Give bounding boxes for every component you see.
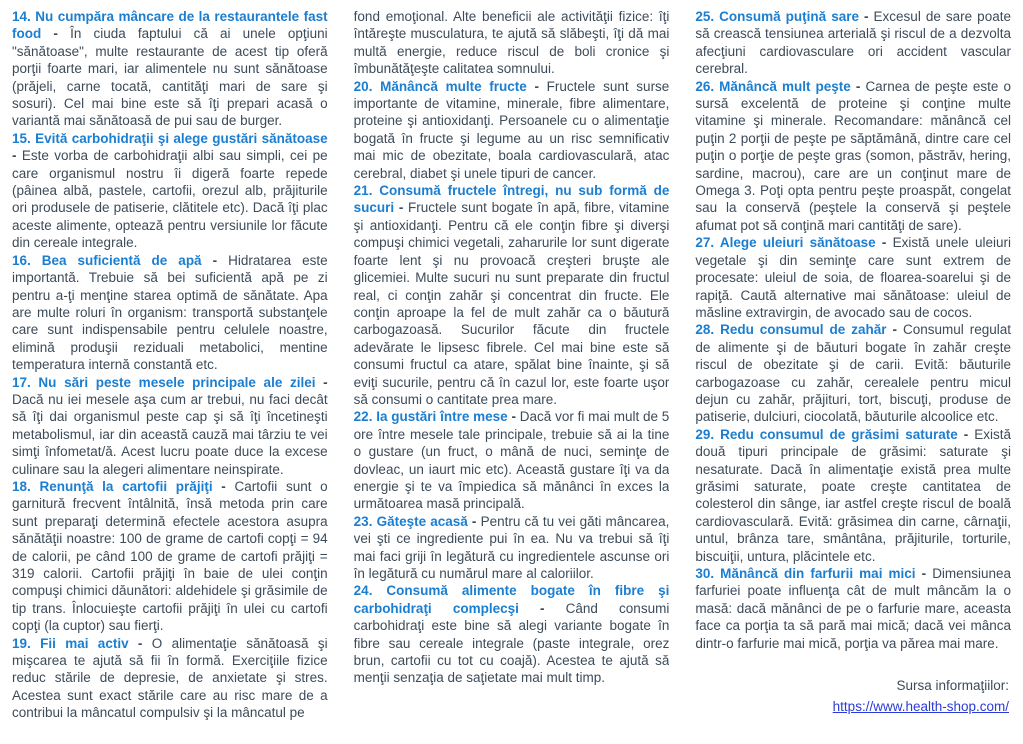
tip-18 <box>12 478 328 635</box>
tip-26-body: Carnea de peşte este o sursă excelentă de proteine şi conţine multe vitamine şi minerale. Recomandare: mănâncă cel puţin 2 porţii de peşte pe săptămână, dintre care cel puţin o porţie de peşte gras (somon, păstrăv, hering, sardine, macrou), care are un conţinut mare de Omega 3. Poţi opta pentru peşte proaspăt, congelat sau la conservă (peştele la conservă şi peştele afumat pot să conţină mari cantităţi de sare). <box>695 78 1012 233</box>
tip-30-body: Dimensiunea farfuriei poate influenţa cât de mult mâncăm la o masă: dacă mănânci de pe o farfurie mare, aceasta face ca porţia ta să pară mai mică; dacă vei mânca dintr-o farfurie mai mică, porţia va părea mai mare. <box>695 566 1012 651</box>
tip-22 <box>354 408 670 512</box>
dash-separator: - <box>534 78 539 94</box>
tip-19-body: O alimentaţie sănătoasă şi mişcarea te ajută să fii în formă. Exerciţiile fizice reduc stările de depresie, de anxietate şi stres. Acestea sunt exact stările care au risc mare de a contribui la mâncatul compulsiv şi la mâncatul pe <box>12 635 328 721</box>
tip-22-heading: 22. Ia gustări între mese <box>353 409 508 425</box>
dash-separator: - <box>540 600 545 616</box>
tip-19-heading: 19. Fii mai activ <box>12 635 129 651</box>
tip-30-heading: 30. Mănâncă din farfurii mai mici <box>695 566 916 581</box>
tip-19-continuation-body: fond emoţional. Alte beneficii ale activităţii fizice: îţi întăreşte musculatura, te ajută să slăbeşti, îţi dă mai multă energie, reduce riscul de boli cronice şi îmbunătăţeşte calitatea somnului. <box>353 9 670 77</box>
tip-17 <box>12 374 328 478</box>
tip-28-heading: 28. Redu consumul de zahăr <box>695 322 887 338</box>
tip-21 <box>354 182 670 408</box>
tip-28 <box>695 321 1011 425</box>
tip-25-heading: 25. Consumă puţină sare <box>695 9 859 24</box>
tip-26 <box>695 78 1011 235</box>
tip-17-heading: 17. Nu sări peste mesele principale ale zilei <box>12 374 316 390</box>
column-2 <box>354 8 670 734</box>
dash-separator: - <box>12 148 17 164</box>
dash-separator: - <box>221 478 226 494</box>
dash-separator: - <box>323 374 328 390</box>
tip-18-heading: 18. Renunţă la cartofii prăjiţi <box>12 478 213 494</box>
dash-separator: - <box>471 513 477 529</box>
dash-separator: - <box>881 235 887 251</box>
tip-27 <box>695 234 1011 321</box>
tip-23 <box>354 513 670 583</box>
tip-29 <box>695 426 1011 565</box>
source-label: Sursa informaţiilor: <box>896 677 1010 693</box>
tip-15-body: Este vorba de carbohidraţii albi sau simpli, cei pe care organismul nostru îi digeră foarte repede (pâinea albă, pastele, cartofii, orezul alb, prăjiturile ori produsele de patiserie, clătitele etc). Dacă îţi plac aceste alimente, optează pentru versiunile lor făcute din cereale integrale. <box>12 148 328 251</box>
tip-25 <box>695 8 1011 78</box>
dash-separator: - <box>855 78 861 94</box>
tip-14 <box>12 8 328 130</box>
tip-23-body: Pentru că tu vei găti mâncarea, vei şti ce ingrediente pui în ea. Nu va trebui să îţi mai faci griji în legătură cu ingredientele ascunse ori în legătură cu numărul mare al caloriilor. <box>353 513 670 581</box>
dash-separator: - <box>892 322 897 338</box>
tip-30 <box>695 565 1011 652</box>
tip-22-body: Dacă vor fi mai mult de 5 ore între mesele tale principale, trebuie să ai la tine o gustare (un fruct, o mână de nuci, seminţe de dovleac, un iaurt mic etc). Această gustare îţi va da energie şi te va împiedica să mănânci în exces la următoarea masă principală. <box>353 409 670 512</box>
dash-separator: - <box>53 26 58 42</box>
tip-20-heading: 20. Mănâncă multe fructe <box>353 78 527 94</box>
tip-15 <box>12 130 328 252</box>
dash-separator: - <box>137 635 143 651</box>
source-footer <box>695 675 1011 734</box>
dash-separator: - <box>864 9 869 24</box>
tip-14-heading: 14. Nu cumpăra mâncare de la restaurantele fast food <box>12 9 328 42</box>
tip-18-body: Cartofii sunt o garnitură frecvent întâlnită, însă metoda prin care sunt preparaţi determină efectele acestora asupra sănătăţii noastre: 100 de grame de cartofi copţi = 94 de calorii, pe când 100 de grame de cartofi prăjiţi = 319 calorii. Cartofii prăjiţi în baie de ulei conţin compuşi chimici dăunători: aldehidele şi grăsimile de tip trans. Înlocuieşte cartofii prăjiţi în ulei cu cartofi copţi (la cuptor) sau fierţi. <box>12 478 328 634</box>
tip-17-body: Dacă nu iei mesele aşa cum ar trebui, nu faci decât să îţi dai organismul peste cap şi să îţi încetineşti metabolismul, iar din această cauză mai târziu te vei simţi înfometat/ă. Acest lucru poate duce la excese culinare sau la alegeri alimentare neinspirate. <box>12 391 328 477</box>
column-1 <box>12 8 328 734</box>
tip-15-heading: 15. Evită carbohidraţii şi alege gustări sănătoase <box>12 130 328 146</box>
tip-24 <box>354 582 670 686</box>
tip-19 <box>12 635 328 722</box>
tip-14-body: În ciuda faptului că ai unele opţiuni "sănătoase", multe restaurante de acest tip oferă porţii foarte mari, iar alimentele nu sunt sănătoase (prăjeli, carne tocată, cantităţi mari de sare şi sosuri). Cel mai bine este să îţi prepari acasă o variantă mai sănătoasă de pui sau de burger. <box>12 26 328 129</box>
tip-26-heading: 26. Mănâncă mult peşte <box>695 78 851 94</box>
tip-21-body: Fructele sunt bogate în apă, fibre, vitamine şi antioxidanţi. Pentru că ele conţin fibre şi diverşi compuşi chimici vegetali, zaharurile lor sunt digerate foarte lent şi nu provoacă creşteri bruşte ale glicemiei. Multe sucuri nu sunt preparate din fructul real, ci conţin zahăr şi concentrat din fructe. Ele conţin aproape la fel de mult zahăr ca o băutură carbogazoasă. Sucurilor făcute din fructele adevărate le lipsesc fibrele. Cel mai bine este să consumi fructul ca atare, spălat bine înainte, şi să eviţi sucurile, pentru că în cazul lor, este foarte uşor să consumi o cantitate prea mare. <box>353 200 670 407</box>
tip-27-body: Există unele uleiuri vegetale şi din seminţe care sunt extrem de procesate: uleiul de soia, de floarea-soarelui şi de rapiţă. Caută alternative mai sănătoase: uleiul de măsline extravirgin, de avocado sau de cocos. <box>695 235 1012 320</box>
dash-separator: - <box>511 409 516 425</box>
dash-separator: - <box>398 200 404 216</box>
dash-separator: - <box>963 426 969 442</box>
dash-separator: - <box>921 566 927 581</box>
tip-28-body: Consumul regulat de alimente şi de băuturi bogate în zahăr creşte riscul de obezitate şi de carii. Evită: băuturile carbogazoase cu zahăr, cerealele pentru micul dejun cu zahăr, prăjituri, tort, biscuţi, produse de patiserie, dulciuri, ciocolată, băuturile alcoolice etc. <box>695 322 1012 425</box>
tip-16-heading: 16. Bea suficientă de apă <box>12 252 202 268</box>
tip-20-body: Fructele sunt surse importante de vitamine, minerale, fibre alimentare, proteine şi antioxidanţi. Persoanele cu o alimentaţie bogată în fructe şi legume au un risc semnificativ mai mic de obezitate, boala cardiovasculară, atac cerebral, diabet şi unele tipuri de cancer. <box>353 78 670 181</box>
tip-24-heading: 24. Consumă alimente bogate în fibre şi carbohidraţi complecşi <box>353 583 670 616</box>
tip-16 <box>12 252 328 374</box>
source-link[interactable]: https://www.health-shop.com/ <box>832 699 1010 715</box>
tip-24-body: Când consumi carbohidraţi este bine să alegi variante bogate în fibre sau cereale integrale (paste integrale, orez brun, cartofii cu tot cu coajă). Acestea te ajută să menţii senzaţia de saţietate mai mult timp. <box>353 600 670 686</box>
tip-25-body: Excesul de sare poate să crească tensiunea arterială şi riscul de a dezvolta afecţiuni cardiovasculare ori accident vascular cerebral. <box>695 9 1012 77</box>
tip-16-body: Hidratarea este importantă. Trebuie să bei suficientă apă pe zi pentru a-ţi menţine starea optimă de sănătate. Apa are multe roluri în organism: transportă substanţele care sunt indispensabile pentru celulele noastre, elimină produşii reziduali metabolici, mentine temperatura internă constantă etc. <box>12 252 328 373</box>
tip-20 <box>354 78 670 182</box>
column-3 <box>695 8 1011 734</box>
tip-19-continuation <box>354 8 670 78</box>
tip-27-heading: 27. Alege uleiuri sănătoase <box>695 235 876 251</box>
dash-separator: - <box>212 252 218 268</box>
tip-29-heading: 29. Redu consumul de grăsimi saturate <box>695 426 958 442</box>
tip-23-heading: 23. Găteşte acasă <box>353 513 468 529</box>
tip-21-heading: 21. Consumă fructele întregi, nu sub formă de sucuri <box>353 183 670 216</box>
tip-29-body: Există două tipuri principale de grăsimi: saturate şi nesaturate. Dacă în alimentaţie există prea multe grăsimi saturate, poate creşte cantitatea de colesterol din sânge, iar astfel creşte riscul de boală cardiovasculară. Evită: grăsimea din carne, cârnaţii, untul, brânza tare, smântâna, prăjiturile, torturile, biscuiţii, untura, plăcintele etc. <box>695 426 1012 564</box>
